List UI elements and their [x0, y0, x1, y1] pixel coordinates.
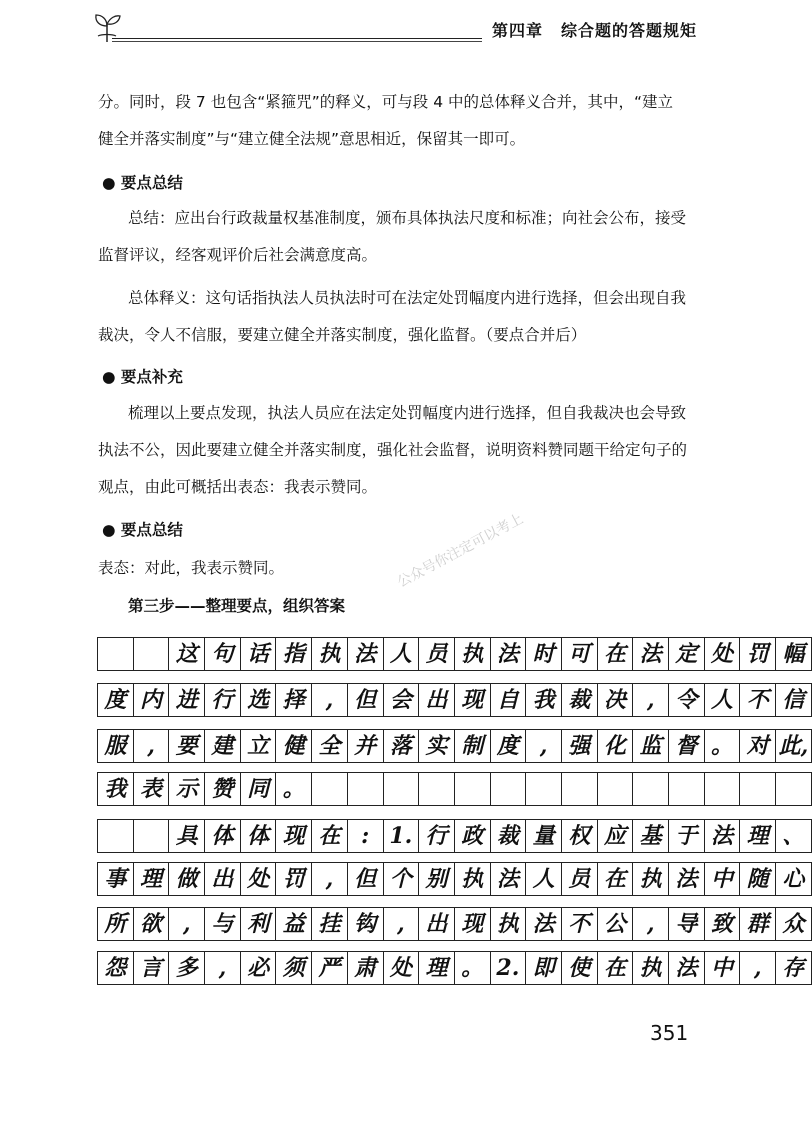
grid-cell: 全: [312, 730, 348, 763]
grid-cell: 法: [669, 863, 705, 896]
grid-cell: [669, 773, 705, 806]
grid-cell: [347, 773, 383, 806]
grid-cell: 存: [776, 952, 812, 985]
grid-cell: ,: [169, 908, 205, 941]
grid-cell: ,: [633, 684, 669, 717]
grid-cell: 进: [169, 684, 205, 717]
grid-cell: 基: [633, 820, 669, 853]
grid-cell: 随: [740, 863, 776, 896]
grid-cell: 信: [776, 684, 812, 717]
grid-cell: 我: [98, 773, 134, 806]
grid-cell: 罚: [276, 863, 312, 896]
grid-cell: 在: [597, 863, 633, 896]
grid-cell: 做: [169, 863, 205, 896]
grid-cell: [98, 820, 134, 853]
grid-cell: 立: [240, 730, 276, 763]
grid-cell: 健: [276, 730, 312, 763]
grid-cell: 。: [276, 773, 312, 806]
grid-cell: [776, 773, 812, 806]
grid-cell: [133, 638, 169, 671]
grid-cell: 。: [704, 730, 740, 763]
grid-cell: 、: [776, 820, 812, 853]
grid-cell: 裁: [561, 684, 597, 717]
grid-row-block: [97, 819, 812, 853]
grid-cell: 体: [205, 820, 241, 853]
grid-cell: 员: [561, 863, 597, 896]
grid-cell: 决: [597, 684, 633, 717]
paragraph-line: 执法不公，因此要建立健全并落实制度，强化社会监督，说明资料赞同题干给定句子的: [98, 441, 688, 459]
grid-cell: [597, 773, 633, 806]
grid-cell: 法: [526, 908, 562, 941]
grid-cell: 别: [419, 863, 455, 896]
grid-row-block: [97, 951, 812, 985]
grid-cell: [312, 773, 348, 806]
grid-cell: 导: [669, 908, 705, 941]
grid-cell: 中: [704, 863, 740, 896]
grid-cell: 权: [561, 820, 597, 853]
grid-cell: 这: [169, 638, 205, 671]
grid-cell: 执: [454, 863, 490, 896]
grid-cell: 罚: [740, 638, 776, 671]
paragraph-line: 总结：应出台行政裁量权基准制度，颁布具体执法尺度和标准；向社会公布，接受: [128, 209, 687, 227]
grid-cell: 中: [704, 952, 740, 985]
grid-cell: ,: [633, 908, 669, 941]
grid-cell: 幅: [776, 638, 812, 671]
grid-row-block: [97, 637, 812, 671]
grid-cell: 行: [205, 684, 241, 717]
grid-cell: 众: [776, 908, 812, 941]
grid-cell: 益: [276, 908, 312, 941]
grid-cell: 法: [669, 952, 705, 985]
grid-cell: 处: [704, 638, 740, 671]
section-bullet: ● 要点补充: [102, 368, 183, 386]
grid-cell: 在: [597, 638, 633, 671]
grid-cell: 多: [169, 952, 205, 985]
grid-cell: [383, 773, 419, 806]
paragraph-line: 梳理以上要点发现，执法人员应在法定处罚幅度内进行选择，但自我裁决也会导致: [128, 404, 687, 422]
grid-cell: 示: [169, 773, 205, 806]
grid-cell: 2.: [490, 952, 526, 985]
grid-row-block: [97, 862, 812, 896]
grid-cell: [526, 773, 562, 806]
grid-cell: [133, 820, 169, 853]
grid-cell: 即: [526, 952, 562, 985]
paragraph-line: 健全并落实制度”与“建立健全法规”意思相近，保留其一即可。: [98, 130, 526, 148]
paragraph-line: 总体释义：这句话指执法人员执法时可在法定处罚幅度内进行选择，但会出现自我: [128, 289, 687, 307]
grid-cell: 处: [240, 863, 276, 896]
grid-cell: 致: [704, 908, 740, 941]
grid-cell: 所: [98, 908, 134, 941]
grid-cell: 监: [633, 730, 669, 763]
grid-cell: [98, 638, 134, 671]
grid-cell: 执: [633, 952, 669, 985]
grid-cell: ,: [133, 730, 169, 763]
grid-cell: 须: [276, 952, 312, 985]
grid-row-block: [97, 772, 812, 806]
page-number: 351: [650, 1021, 689, 1045]
grid-row-block: [97, 683, 812, 717]
grid-cell: [561, 773, 597, 806]
step-heading: 第三步——整理要点，组织答案: [128, 597, 346, 615]
page-header: [0, 0, 800, 60]
grid-cell: 出: [419, 908, 455, 941]
grid-cell: [740, 773, 776, 806]
grid-cell: 但: [347, 684, 383, 717]
grid-cell: 怨: [98, 952, 134, 985]
grid-cell: 具: [169, 820, 205, 853]
grid-cell: 度: [98, 684, 134, 717]
chapter-heading: [492, 18, 715, 41]
grid-cell: 但: [347, 863, 383, 896]
grid-cell: 现: [276, 820, 312, 853]
grid-cell: 严: [312, 952, 348, 985]
grid-cell: 肃: [347, 952, 383, 985]
grid-cell: 法: [347, 638, 383, 671]
grid-cell: [704, 773, 740, 806]
grid-cell: 人: [704, 684, 740, 717]
grid-cell: 可: [561, 638, 597, 671]
paragraph-line: 观点，由此可概括出表态：我表示赞同。: [98, 478, 378, 496]
header-rule: [112, 38, 482, 39]
grid-cell: 执: [633, 863, 669, 896]
grid-row-block: [97, 729, 812, 763]
grid-cell: 服: [98, 730, 134, 763]
grid-cell: 欲: [133, 908, 169, 941]
grid-cell: 会: [383, 684, 419, 717]
grid-cell: 对: [740, 730, 776, 763]
grid-cell: 自: [490, 684, 526, 717]
grid-cell: 并: [347, 730, 383, 763]
grid-cell: 利: [240, 908, 276, 941]
grid-cell: 在: [312, 820, 348, 853]
grid-cell: 表: [133, 773, 169, 806]
grid-cell: 必: [240, 952, 276, 985]
grid-cell: 令: [669, 684, 705, 717]
grid-cell: 人: [383, 638, 419, 671]
grid-cell: 体: [240, 820, 276, 853]
grid-cell: 要: [169, 730, 205, 763]
grid-cell: 出: [205, 863, 241, 896]
grid-cell: 出: [419, 684, 455, 717]
grid-cell: 不: [740, 684, 776, 717]
grid-cell: 言: [133, 952, 169, 985]
grid-cell: 量: [526, 820, 562, 853]
grid-cell: ,: [526, 730, 562, 763]
grid-cell: 话: [240, 638, 276, 671]
grid-cell: 1.: [383, 820, 419, 853]
grid-cell: 制: [454, 730, 490, 763]
grid-cell: 选: [240, 684, 276, 717]
grid-cell: 员: [419, 638, 455, 671]
grid-cell: 法: [704, 820, 740, 853]
grid-cell: 人: [526, 863, 562, 896]
grid-cell: ,: [205, 952, 241, 985]
grid-cell: 度: [490, 730, 526, 763]
grid-cell: 理: [133, 863, 169, 896]
section-bullet: ● 要点总结: [102, 174, 183, 192]
grid-cell: 定: [669, 638, 705, 671]
grid-cell: 与: [205, 908, 241, 941]
grid-row-block: [97, 907, 812, 941]
grid-cell: 。: [454, 952, 490, 985]
grid-cell: 钩: [347, 908, 383, 941]
grid-cell: 执: [454, 638, 490, 671]
grid-cell: 理: [740, 820, 776, 853]
paragraph-line: 监督评议，经客观评价后社会满意度高。: [98, 246, 378, 264]
header-rule-thin: [112, 41, 482, 42]
grid-cell: 建: [205, 730, 241, 763]
grid-cell: 赞: [205, 773, 241, 806]
grid-cell: :: [347, 820, 383, 853]
grid-cell: 我: [526, 684, 562, 717]
grid-cell: 落: [383, 730, 419, 763]
grid-cell: 挂: [312, 908, 348, 941]
paragraph-line: 表态：对此，我表示赞同。: [98, 559, 285, 577]
grid-cell: 公: [597, 908, 633, 941]
grid-cell: 强: [561, 730, 597, 763]
watermark: 公众号你注定可以考上: [394, 510, 527, 591]
grid-cell: ,: [740, 952, 776, 985]
grid-cell: 法: [633, 638, 669, 671]
grid-cell: 内: [133, 684, 169, 717]
grid-cell: ,: [312, 684, 348, 717]
grid-cell: 同: [240, 773, 276, 806]
grid-cell: 行: [419, 820, 455, 853]
section-bullet: ● 要点总结: [102, 521, 183, 539]
grid-cell: 此,: [776, 730, 812, 763]
paragraph-line: 分。同时，段 7 也包含“紧箍咒”的释义，可与段 4 中的总体释义合并，其中，“建立: [98, 93, 674, 111]
grid-cell: 执: [312, 638, 348, 671]
grid-cell: [454, 773, 490, 806]
grid-cell: 应: [597, 820, 633, 853]
grid-cell: 在: [597, 952, 633, 985]
chapter-number: 第四章: [492, 21, 544, 40]
grid-cell: 化: [597, 730, 633, 763]
grid-cell: [419, 773, 455, 806]
grid-cell: 时: [526, 638, 562, 671]
grid-cell: 不: [561, 908, 597, 941]
grid-cell: ,: [312, 863, 348, 896]
grid-cell: [490, 773, 526, 806]
grid-cell: 择: [276, 684, 312, 717]
grid-cell: 个: [383, 863, 419, 896]
grid-cell: 于: [669, 820, 705, 853]
grid-cell: 法: [490, 863, 526, 896]
grid-cell: ,: [383, 908, 419, 941]
grid-cell: 现: [454, 908, 490, 941]
paragraph-line: 裁决，令人不信服，要建立健全并落实制度，强化监督。（要点合并后）: [98, 326, 587, 344]
grid-cell: 群: [740, 908, 776, 941]
grid-cell: 现: [454, 684, 490, 717]
grid-cell: 指: [276, 638, 312, 671]
grid-cell: 事: [98, 863, 134, 896]
grid-cell: 句: [205, 638, 241, 671]
grid-cell: 心: [776, 863, 812, 896]
chapter-title: 综合题的答题规矩: [561, 21, 698, 40]
grid-cell: 执: [490, 908, 526, 941]
grid-cell: [633, 773, 669, 806]
grid-cell: 法: [490, 638, 526, 671]
grid-cell: 实: [419, 730, 455, 763]
grid-cell: 政: [454, 820, 490, 853]
grid-cell: 裁: [490, 820, 526, 853]
grid-cell: 使: [561, 952, 597, 985]
grid-cell: 处: [383, 952, 419, 985]
grid-cell: 理: [419, 952, 455, 985]
grid-cell: 督: [669, 730, 705, 763]
